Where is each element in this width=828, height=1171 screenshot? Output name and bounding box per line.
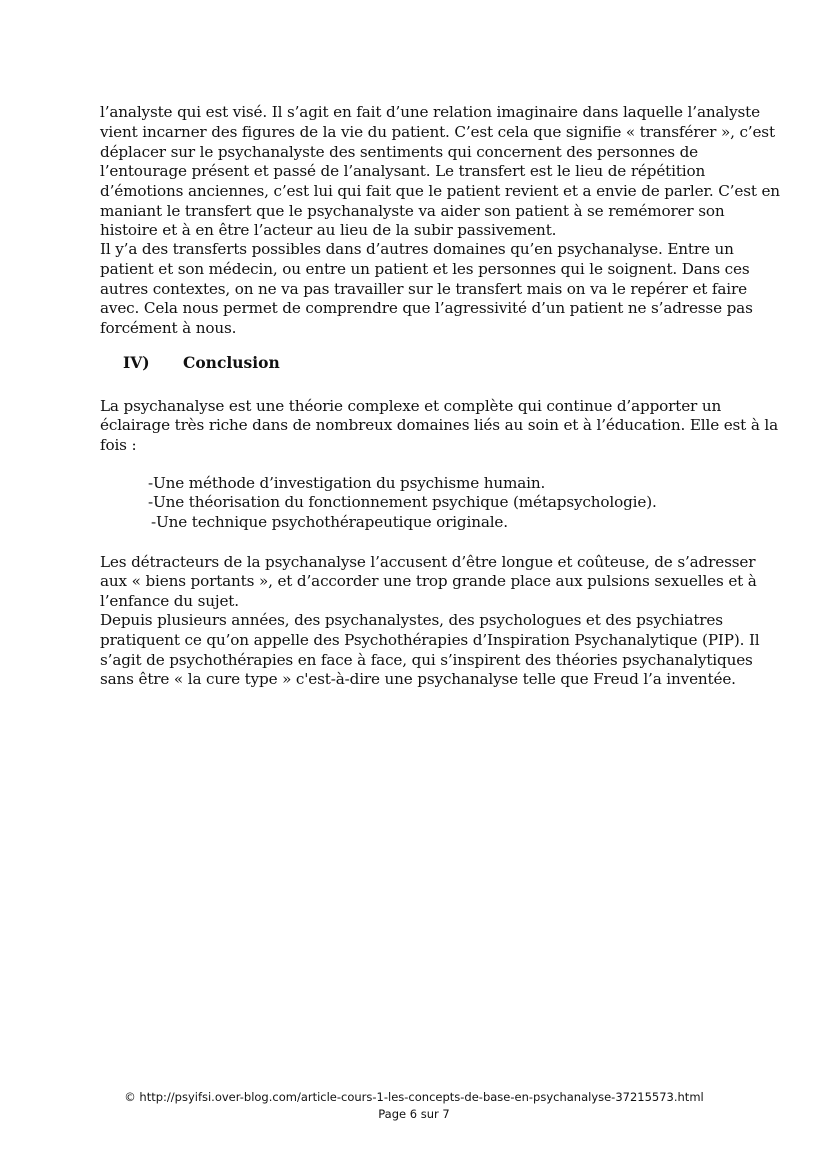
text-line: forcément à nous. (100, 319, 237, 337)
footer-page-number: Page 6 sur 7 (378, 1107, 450, 1121)
section-number: IV) (123, 353, 150, 372)
text-line: aux « biens portants », et d’accorder une trop grande place aux pulsions sexuelles et à (100, 572, 757, 590)
text-line: fois : (100, 436, 137, 454)
text-line: avec. Cela nous permet de comprendre que l’agressivité d’un patient ne s’adresse pas (100, 299, 753, 317)
text-line: sans être « la cure type » c'est-à-dire une psychanalyse telle que Freud l’a inventée. (100, 670, 736, 688)
text-line: autres contextes, on ne va pas travailler sur le transfert mais on va le repérer et faire (100, 280, 747, 298)
text-line: patient et son médecin, ou entre un patient et les personnes qui le soignent. Dans ces (100, 260, 750, 278)
text-line: Depuis plusieurs années, des psychanalystes, des psychologues et des psychiatres (100, 611, 723, 629)
text-line: l’entourage présent et passé de l’analysant. Le transfert est le lieu de répétition (100, 162, 706, 180)
text-line: l’enfance du sujet. (100, 592, 239, 610)
text-line: maniant le transfert que le psychanalyste va aider son patient à se remémorer son (100, 202, 725, 220)
text-line: pratiquent ce qu’on appelle des Psychothérapies d’Inspiration Psychanalytique (PIP). Il (100, 631, 760, 649)
list-item: -Une méthode d’investigation du psychisme humain. (148, 474, 546, 492)
text-line: l’analyste qui est visé. Il s’agit en fait d’une relation imaginaire dans laquelle l’analyste (100, 103, 760, 121)
footer-source-link[interactable]: © http://psyifsi.over-blog.com/article-cours-1-les-concepts-de-base-en-psychanalyse-37215573.html (124, 1090, 704, 1104)
text-line: Les détracteurs de la psychanalyse l’accusent d’être longue et coûteuse, de s’adresser (100, 553, 756, 571)
list-item: -Une théorisation du fonctionnement psychique (métapsychologie). (148, 493, 657, 511)
text-line: Il y’a des transferts possibles dans d’autres domaines qu’en psychanalyse. Entre un (100, 240, 734, 258)
list-item: -Une technique psychothérapeutique originale. (151, 513, 508, 531)
text-line: d’émotions anciennes, c’est lui qui fait que le patient revient et a envie de parler. C’est en (100, 182, 780, 200)
section-title: Conclusion (183, 353, 280, 372)
text-line: s’agit de psychothérapies en face à face, qui s’inspirent des théories psychanalytiques (100, 651, 753, 669)
text-line: déplacer sur le psychanalyste des sentiments qui concernent des personnes de (100, 143, 699, 161)
text-line: histoire et à en être l’acteur au lieu de la subir passivement. (100, 221, 557, 239)
text-line: La psychanalyse est une théorie complexe et complète qui continue d’apporter un (100, 397, 722, 415)
text-line: vient incarner des figures de la vie du patient. C’est cela que signifie « transférer », c’est (100, 123, 775, 141)
text-line: éclairage très riche dans de nombreux domaines liés au soin et à l’éducation. Elle est à la (100, 416, 779, 434)
